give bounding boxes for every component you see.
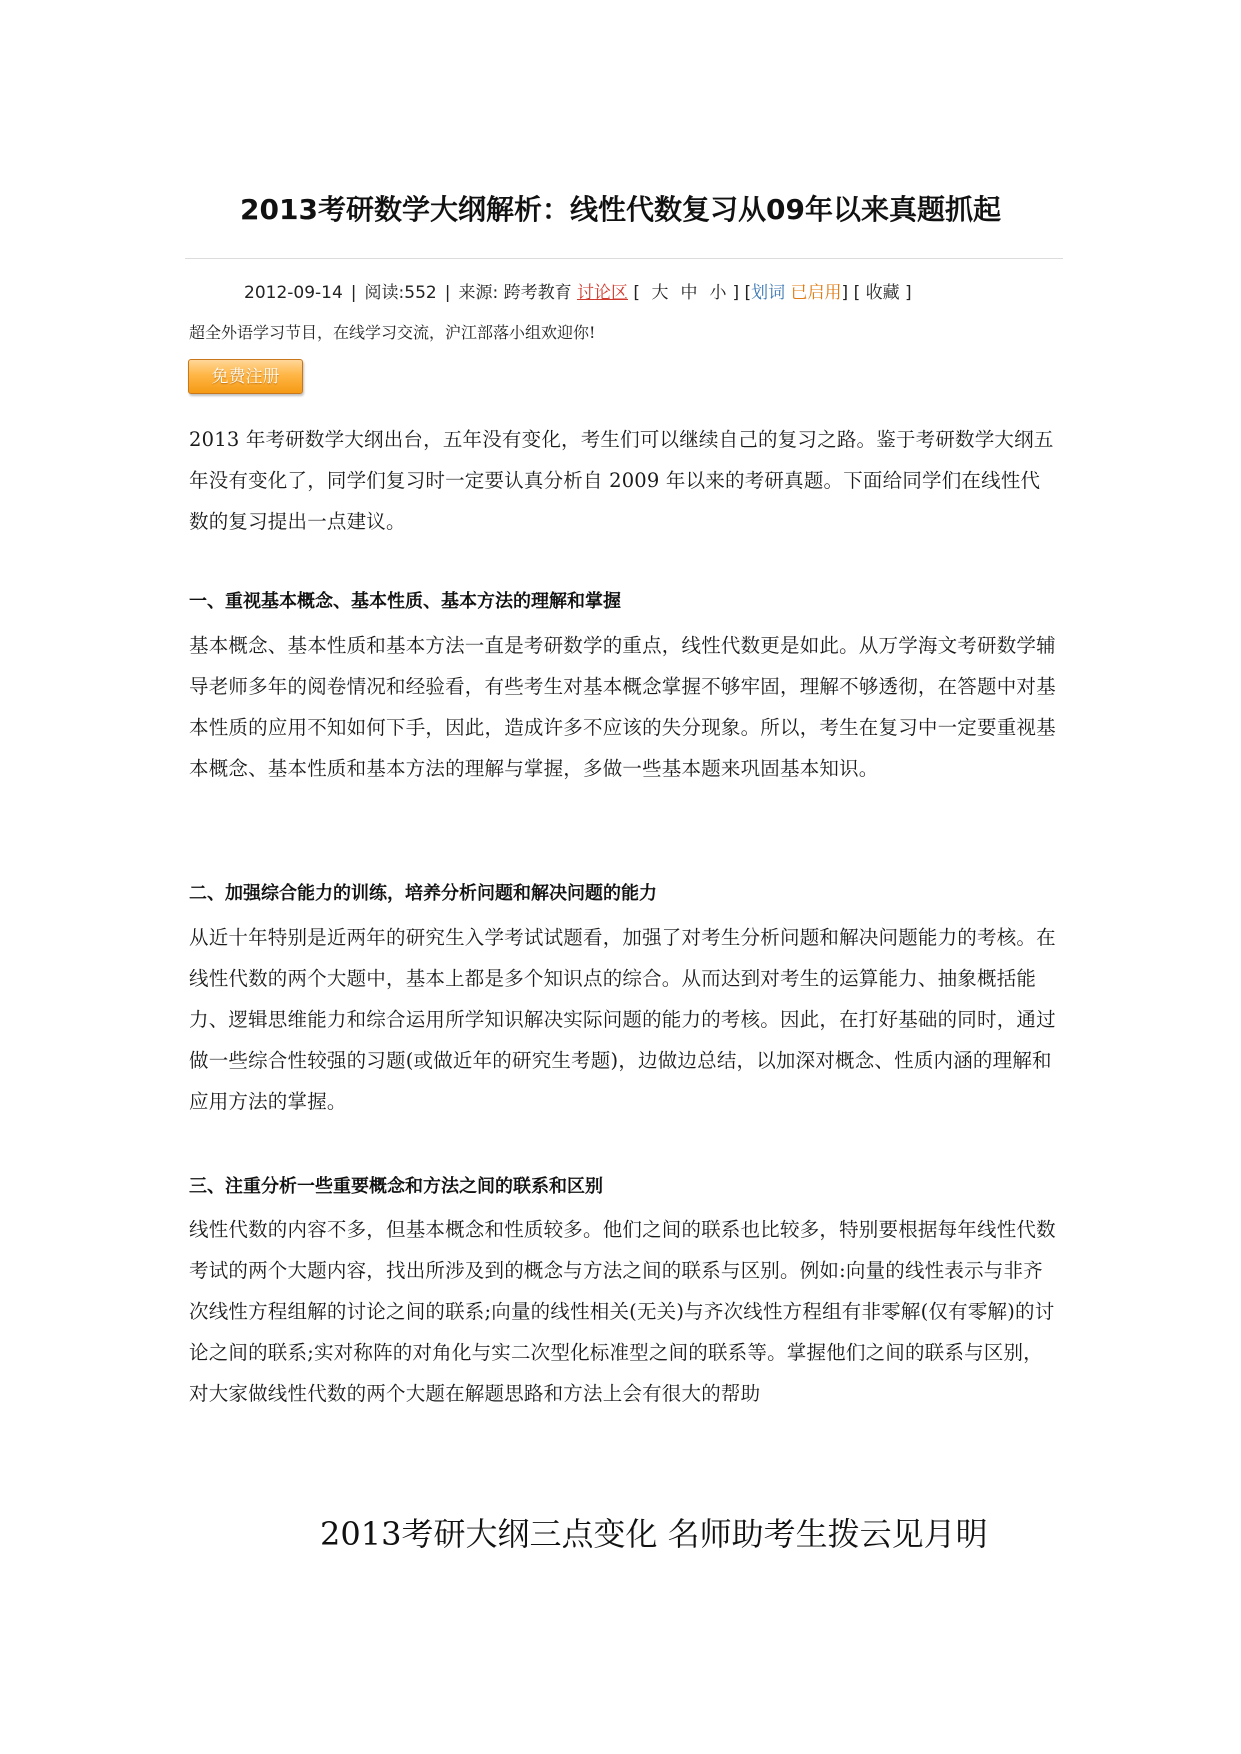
section-body-2: 从近十年特别是近两年的研究生入学考试试题看，加强了对考生分析问题和解决问题能力的考核。在线性代数的两个大题中，基本上都是多个知识点的综合。从而达到对考生的运算能力、抽象概括能力、逻辑思维能力和综合运用所学知识解决实际问题的能力的考核。因此，在打好基础的同时，通过做一些综合性较强的习题(或做近年的研究生考题)，边做边总结，以加深对概念、性质内涵的理解和应用方法的掌握。 (189, 926, 1056, 1113)
section-heading-3: 三、注重分析一些重要概念和方法之间的联系和区别 (189, 1176, 603, 1197)
font-size-medium-link[interactable]: 中 (680, 283, 698, 303)
register-button[interactable]: 免费注册 (188, 359, 303, 394)
section-heading-2: 二、加强综合能力的训练，培养分析问题和解决问题的能力 (189, 883, 657, 904)
promo-text: 超全外语学习节目，在线学习交流，沪江部落小组欢迎你! (189, 323, 596, 342)
font-size-large-link[interactable]: 大 (651, 283, 669, 303)
bracket-close: ] (905, 283, 912, 303)
favorite-bracket: ] [ (841, 283, 861, 303)
tool-bracket: ] [ (732, 283, 752, 303)
article-meta (244, 280, 912, 306)
font-size-small-link[interactable]: 小 (709, 283, 727, 303)
favorite-link[interactable]: 收藏 (865, 283, 900, 303)
enabled-status[interactable]: 已启用 (790, 283, 842, 303)
title-divider (185, 258, 1063, 259)
related-article-title: 2013考研大纲三点变化 名师助考生拨云见月明 (320, 1515, 988, 1553)
publish-date: 2012-09-14 (244, 283, 343, 303)
section-body-1: 基本概念、基本性质和基本方法一直是考研数学的重点，线性代数更是如此。从万学海文考研数学辅导老师多年的阅卷情况和经验看，有些考生对基本概念掌握不够牢固，理解不够透彻，在答题中对基本性质的应用不知如何下手，因此，造成许多不应该的失分现象。所以，考生在复习中一定要重视基本概念、基本性质和基本方法的理解与掌握，多做一些基本题来巩固基本知识。 (189, 634, 1056, 780)
meta-separator: | (444, 283, 451, 303)
discussion-link[interactable]: 讨论区 (577, 283, 628, 303)
page-title: 2013考研数学大纲解析：线性代数复习从09年以来真题抓起 (240, 193, 1001, 226)
section-heading-1: 一、重视基本概念、基本性质、基本方法的理解和掌握 (189, 591, 621, 612)
intro-paragraph: 2013 年考研数学大纲出台，五年没有变化，考生们可以继续自己的复习之路。鉴于考研数学大纲五年没有变化了，同学们复习时一定要认真分析自 2009 年以来的考研真题。下面给同学们在线性代数的复习提出一点建议。 (189, 428, 1054, 533)
read-count: 阅读:552 (364, 283, 437, 303)
article-source: 来源: 跨考教育 (458, 283, 572, 303)
section-body-3: 线性代数的内容不多，但基本概念和性质较多。他们之间的联系也比较多，特别要根据每年线性代数考试的两个大题内容，找出所涉及到的概念与方法之间的联系与区别。例如:向量的线性表示与非齐次线性方程组解的讨论之间的联系;向量的线性相关(无关)与齐次线性方程组有非零解(仅有零解)的讨论之间的联系;实对称阵的对角化与实二次型化标准型之间的联系等。掌握他们之间的联系与区别，对大家做线性代数的两个大题在解题思路和方法上会有很大的帮助 (189, 1218, 1056, 1405)
bracket-open: [ (633, 283, 641, 303)
highlight-words-link[interactable]: 划词 (751, 283, 786, 303)
meta-separator: | (350, 283, 357, 303)
